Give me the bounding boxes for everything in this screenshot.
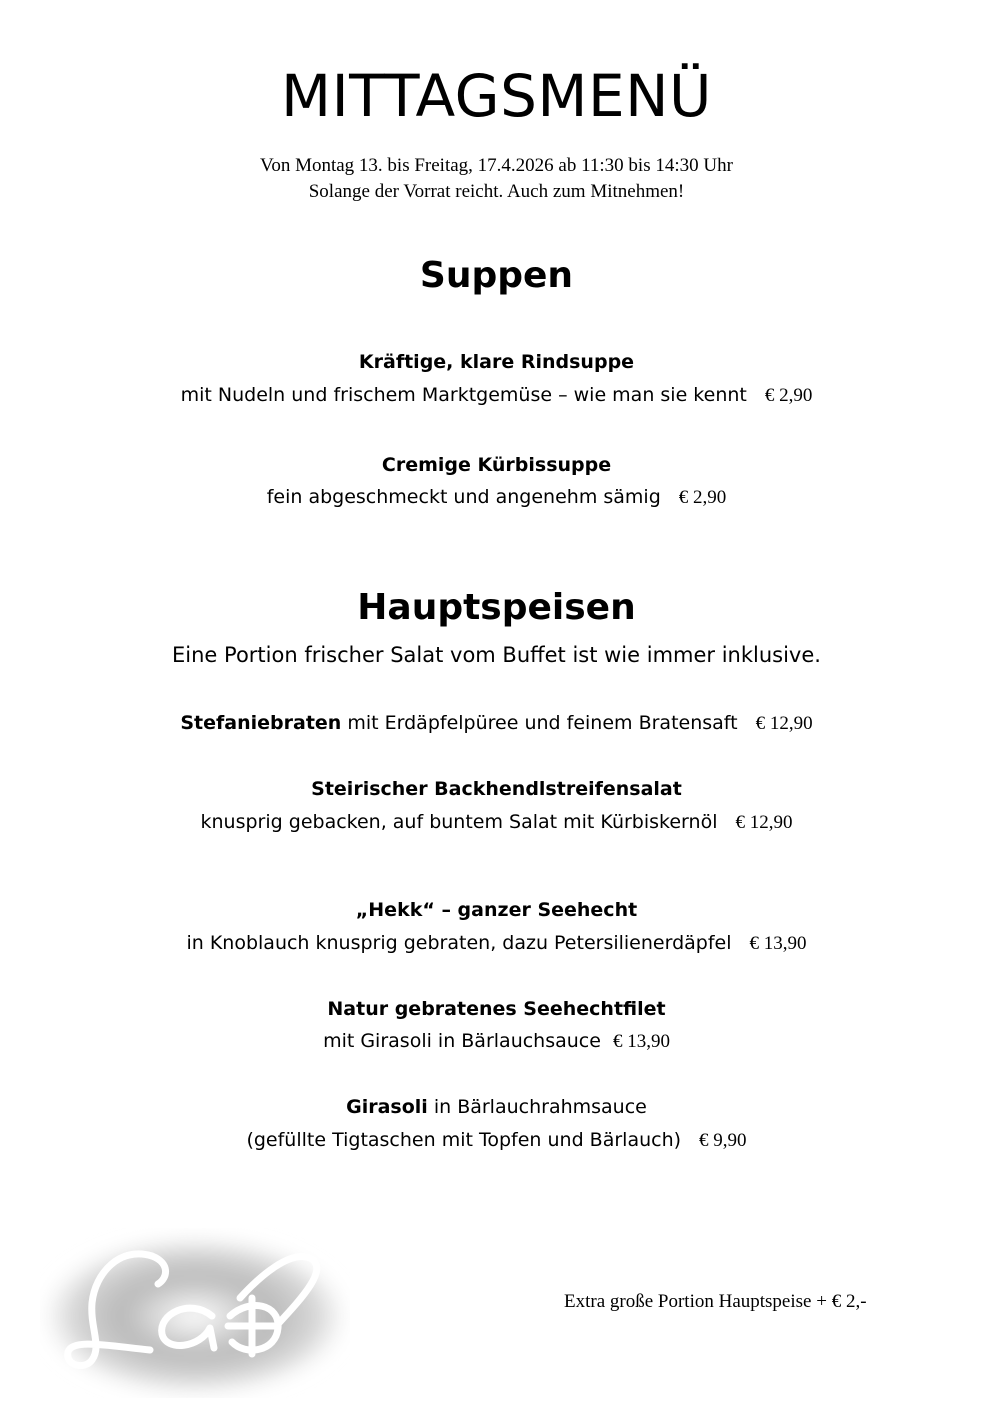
menu-item-description: (gefüllte Tigtaschen mit Topfen und Bärlauch) [246,1129,682,1151]
menu-item-description: fein abgeschmeckt und angenehm sämig [266,486,661,508]
menu-item-name: Stefaniebraten [180,712,342,734]
menu-item-name: Kräftige, klare Rindsuppe [358,351,635,373]
menu-item-name: „Hekk“ – ganzer Seehecht [355,899,638,921]
restaurant-logo [40,1228,350,1398]
menu-item-name: Steirischer Backhendlstreifensalat [311,778,682,800]
menu-item-description: mit Erdäpfelpüree und feinem Bratensaft [341,712,738,734]
menu-item-price: € 2,90 [764,385,813,406]
menu-item-line [0,932,993,955]
menu-item-price: € 13,90 [612,1031,670,1052]
section-intro: Eine Portion frischer Salat vom Buffet ist wie immer inklusive. [172,643,821,667]
menu-item-name: Girasoli [346,1096,428,1118]
menu-item-name: Natur gebratenes Seehechtfilet [327,998,666,1020]
menu-item-line [0,1030,993,1053]
menu-item-description: knusprig gebacken, auf buntem Salat mit Kürbiskernöl [200,811,718,833]
menu-item-line [0,811,993,834]
menu-item-price: € 2,90 [678,487,727,508]
section-heading-hauptspeisen: Hauptspeisen [357,587,636,628]
menu-item-line [0,486,993,509]
menu-item-line [0,712,993,735]
menu-item-name: Cremige Kürbissuppe [381,454,612,476]
menu-item-price: € 12,90 [735,812,793,833]
menu-item-price: € 13,90 [749,933,807,954]
menu-item-title-line [0,1096,993,1118]
menu-item-name-suffix: in Bärlauchrahmsauce [427,1096,647,1118]
menu-item-description: in Knoblauch knusprig gebraten, dazu Petersilienerdäpfel [186,932,732,954]
menu-item-price: € 9,90 [699,1130,747,1151]
menu-item-line [0,1129,993,1152]
extra-portion-note: Extra große Portion Hauptspeise + € 2,- [564,1291,867,1312]
menu-item-price: € 12,90 [755,713,813,734]
menu-item-description: mit Girasoli in Bärlauchsauce [323,1030,601,1052]
subtitle-dates: Von Montag 13. bis Freitag, 17.4.2026 ab 11:30 bis 14:30 Uhr [260,155,733,176]
page-title: MITTAGSMENÜ [281,62,712,130]
menu-item-line [0,384,993,407]
menu-item-description: mit Nudeln und frischem Marktgemüse – wie man sie kennt [180,384,747,406]
subtitle-note: Solange der Vorrat reicht. Auch zum Mitnehmen! [308,181,685,202]
section-heading-suppen: Suppen [419,255,574,296]
